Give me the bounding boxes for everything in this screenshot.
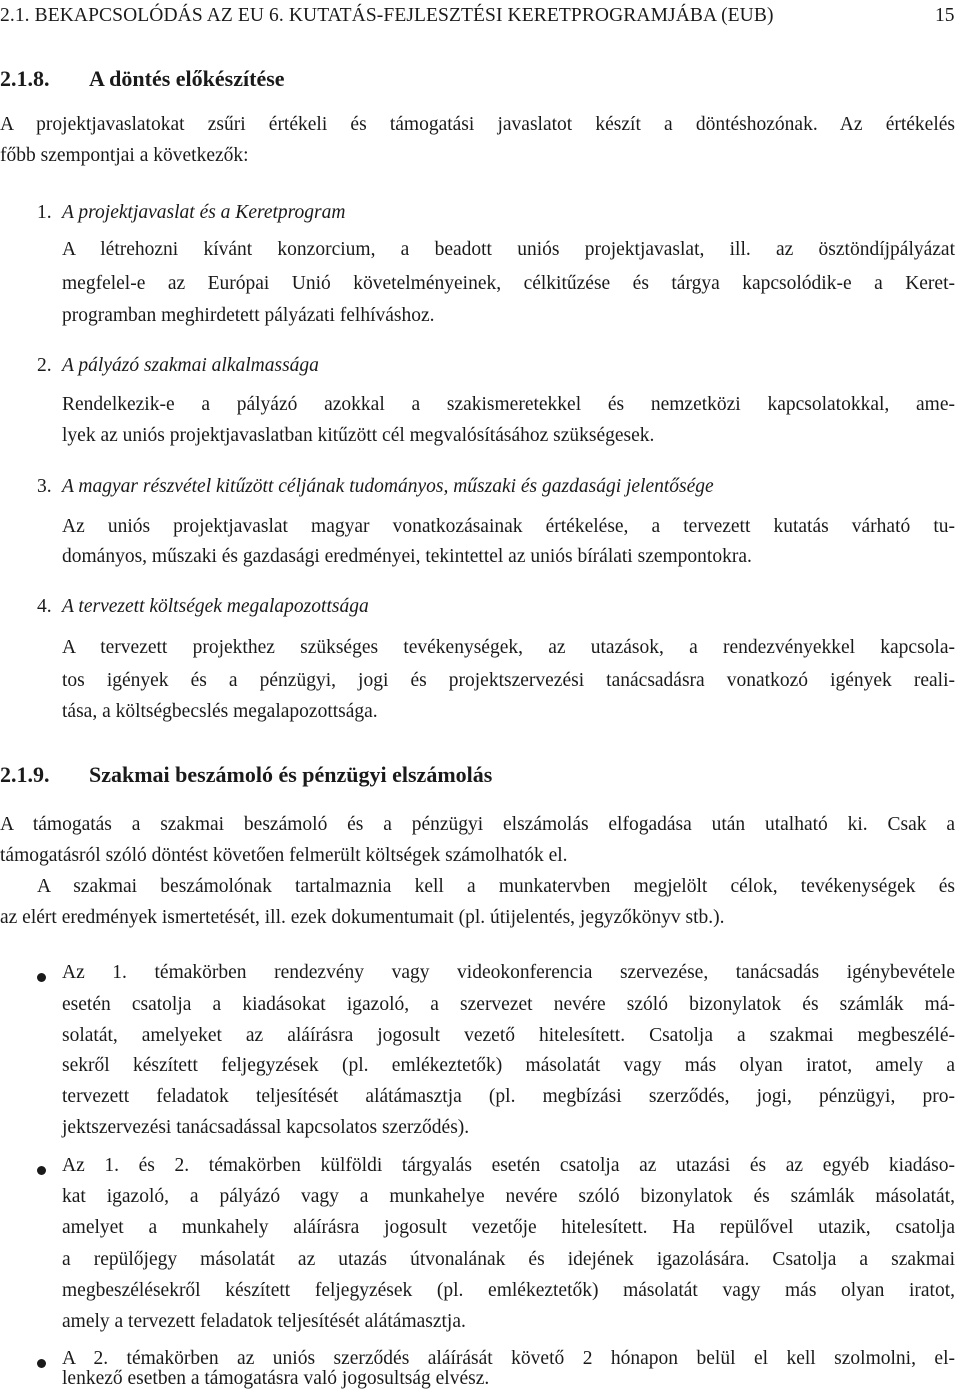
- bullet-text-line: lenkező esetben a támogatásra való jogosultság elvész.: [62, 1368, 490, 1389]
- section-title: A döntés előkészítése: [89, 66, 285, 91]
- item-text-line: A létrehozni kívánt konzorcium, a beadott uniós projektjavaslat, ill. az ösztöndíjpályázat: [62, 239, 955, 260]
- item-number: 1.: [37, 202, 52, 223]
- bullet-dot: [37, 1166, 46, 1175]
- bullet-text-line: solatát, amelyeket az aláírásra jogosult vezető hitelesített. Csatolja a szakmai megbeszélé-: [62, 1025, 955, 1046]
- item-heading: A pályázó szakmai alkalmassága: [62, 355, 319, 376]
- bullet-text-line: Az 1. témakörben rendezvény vagy videokonferencia szervezése, tanácsadás igénybevétele: [62, 962, 955, 983]
- section-number: 2.1.9.: [0, 762, 50, 787]
- paragraph-line: A szakmai beszámolónak tartalmaznia kell a munkatervben megjelölt célok, tevékenységek és: [37, 876, 955, 897]
- section-heading-219: [0, 762, 960, 792]
- running-header-title: 2.1. BEKAPCSOLÓDÁS AZ EU 6. KUTATÁS-FEJLESZTÉSI KERETPROGRAMJÁBA (EUB): [0, 5, 774, 26]
- bullet-dot: [37, 973, 46, 982]
- bullet-text-line: amely a tervezett feladatok teljesítését alátámasztja.: [62, 1311, 466, 1332]
- item-heading: A magyar részvétel kitűzött céljának tudományos, műszaki és gazdasági jelentősége: [62, 476, 714, 497]
- item-heading: A projektjavaslat és a Keretprogram: [62, 202, 346, 223]
- item-text-line: Rendelkezik-e a pályázó azokkal a szakismeretekkel és nemzetközi kapcsolatokkal, ame-: [62, 394, 955, 415]
- item-text-line: tása, a költségbecslés megalapozottsága.: [62, 701, 378, 722]
- bullet-text-line: kat igazoló, a pályázó vagy a munkahelye nevére szóló bizonylatok és számlák másolatát,: [62, 1186, 955, 1207]
- item-text-line: dományos, műszaki és gazdasági eredményei, tekintettel az uniós bírálati szempontokra.: [62, 546, 752, 567]
- item-text-line: programban meghirdetett pályázati felhíváshoz.: [62, 305, 435, 326]
- item-heading: A tervezett költségek megalapozottsága: [62, 596, 369, 617]
- bullet-text-line: A 2. témakörben az uniós szerződés aláírását követő 2 hónapon belül el kell szolmolni, el-: [62, 1348, 955, 1369]
- bullet-text-line: a repülőjegy másolatát az utazás útvonalának és idejének igazolására. Csatolja a szakmai: [62, 1249, 955, 1270]
- intro-line: főbb szempontjai a következők:: [0, 145, 249, 166]
- item-text-line: megfelel-e az Európai Unió követelményeinek, célkitűzése és tárgya kapcsolódik-e a Keret-: [62, 273, 955, 294]
- bullet-text-line: Az 1. és 2. témakörben külföldi tárgyalás esetén csatolja az utazási és az egyéb kiadáso-: [62, 1155, 955, 1176]
- page-number: 15: [935, 5, 955, 26]
- bullet-text-line: esetén csatolja a kiadásokat igazoló, a szervezet nevére szóló bizonylatok és számlák má-: [62, 994, 955, 1015]
- item-text-line: Az uniós projektjavaslat magyar vonatkozásainak értékelése, a tervezett kutatás várható tu-: [62, 516, 955, 537]
- section-title: Szakmai beszámoló és pénzügyi elszámolás: [89, 762, 493, 787]
- bullet-text-line: amelyet a munkahely aláírásra jogosult vezetője hitelesített. Ha repülővel utazik, csatolja: [62, 1217, 955, 1238]
- item-text-line: A tervezett projekthez szükséges tevékenységek, az utazások, a rendezvényekkel kapcsola-: [62, 637, 955, 658]
- bullet-dot: [37, 1359, 46, 1368]
- bullet-text-line: sekről készített feljegyzések (pl. emlékeztetők) másolatát vagy más olyan iratot, amely a: [62, 1055, 955, 1076]
- paragraph-line: támogatásról szóló döntést követően felmerült költségek számolhatók el.: [0, 845, 568, 866]
- paragraph-line: A támogatás a szakmai beszámoló és a pénzügyi elszámolás elfogadása után utalható ki. Csak a: [0, 814, 955, 835]
- bullet-text-line: jektszervezési tanácsadással kapcsolatos szerződés).: [62, 1117, 470, 1138]
- bullet-text-line: megbeszélésekről készített feljegyzések (pl. emlékeztetők) másolatát vagy más olyan iratot,: [62, 1280, 955, 1301]
- paragraph-line: az elért eredmények ismertetését, ill. ezek dokumentumait (pl. útijelentés, jegyzőkönyv stb.).: [0, 907, 725, 928]
- intro-line: A projektjavaslatokat zsűri értékeli és támogatási javaslatot készít a döntéshozónak. Az értékelés: [0, 114, 955, 135]
- item-text-line: tos igények és a pénzügyi, jogi és projektszervezési tanácsadásra vonatkozó igények reali-: [62, 670, 955, 691]
- item-number: 2.: [37, 355, 52, 376]
- item-number: 3.: [37, 476, 52, 497]
- item-number: 4.: [37, 596, 52, 617]
- section-heading-218: [0, 66, 960, 96]
- bullet-text-line: tervezett feladatok teljesítését alátámasztja (pl. megbízási szerződés, jogi, pénzügyi, pro-: [62, 1086, 955, 1107]
- section-number: 2.1.8.: [0, 66, 50, 91]
- item-text-line: lyek az uniós projektjavaslatban kitűzött cél megvalósításához szükségesek.: [62, 425, 655, 446]
